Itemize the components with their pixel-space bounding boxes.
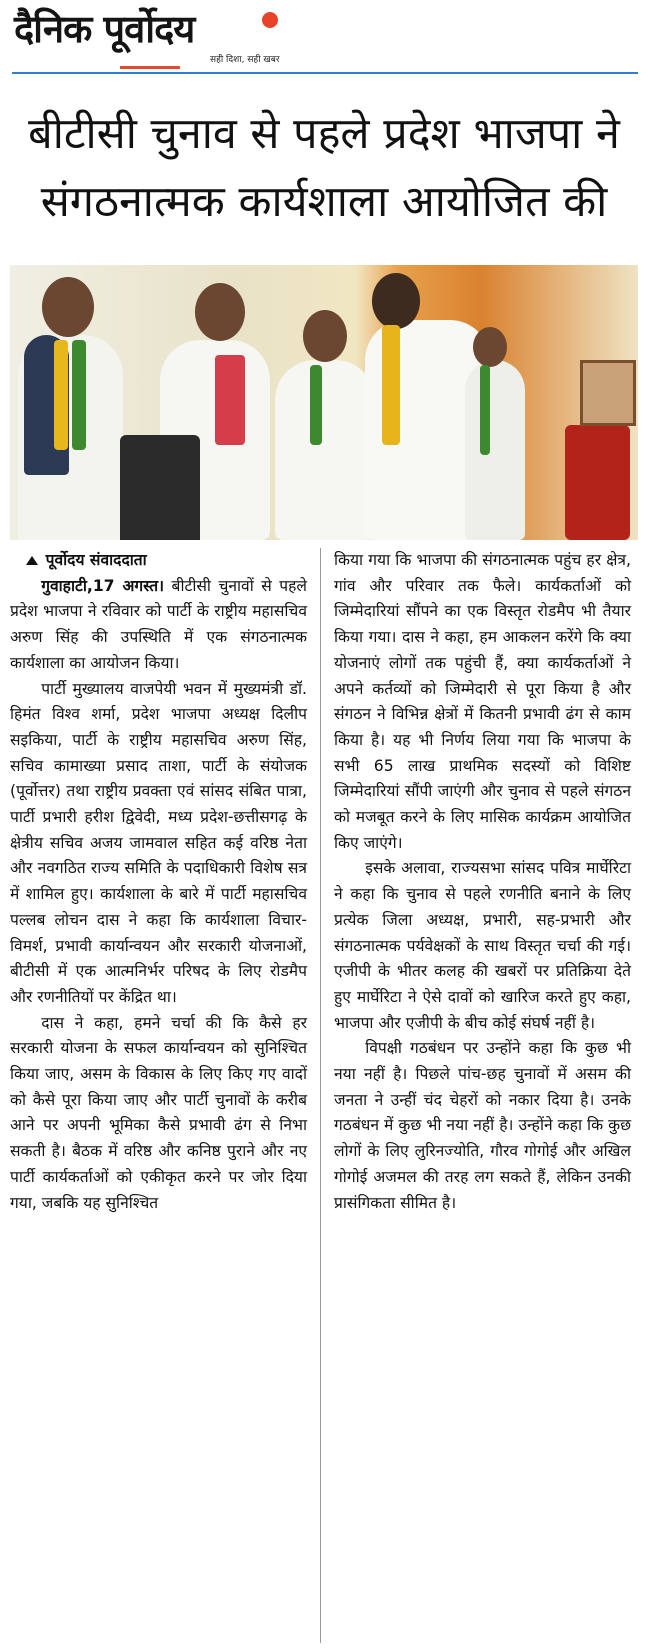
lead-text: बीटीसी चुनावों से पहले प्रदेश भाजपा ने रविवार को पार्टी के राष्ट्रीय महासचिव अरुण सिंह की उपस्थिति में एक संगठनात्मक कार्यशाला का आयोजन किया। [10,576,307,672]
headline-line-1: बीटीसी चुनाव से पहले प्रदेश भाजपा ने [28,109,620,159]
masthead-rule [12,72,638,74]
newspaper-logo: दैनिक पूर्वोदय [14,7,195,51]
dateline: गुवाहाटी,17 अगस्त। [41,576,165,595]
article-column-right [334,548,631,1216]
byline [10,548,307,574]
column-divider [320,548,321,1643]
byline-text: पूर्वोदय संवाददाता [45,551,147,569]
paragraph-3: दास ने कहा, हमने चर्चा की कि कैसे हर सरकारी योजना के सफल कार्यान्वयन को सुनिश्चित किया जाए, असम के विकास के लिए किए गए वादों को कैसे पूरा किया जाए और पार्टी चुनावों के करीब आने पर अपनी भूमिका कैसे प्रभावी ढंग से निभा सकती है। बैठक में वरिष्ठ और कनिष्ठ पुराने और नए पार्टी कार्यकर्ताओं को एकीकृत करने पर जोर दिया गया, जबकि यह सुनिश्चित [10,1013,307,1212]
news-photo [10,265,638,540]
newspaper-tagline: सही दिशा, सही खबर [210,55,280,65]
paragraph-5: विपक्षी गठबंधन पर उन्होंने कहा कि कुछ भी नया नहीं है। पिछले पांच-छह चुनावों में असम की जनता ने उन्हीं चंद चेहरों को नकार दिया है। उनके गठबंधन में कुछ भी नया नहीं है। उन्होंने कहा कि कुछ लोगों के लिए लुरिनज्योति, गौरव गोगोई और अखिल गोगोई अजमल की तरह लग सकते हैं, लेकिन उनकी प्रासंगिकता सीमित है। [334,1039,631,1212]
masthead [0,0,648,78]
logo-dot-icon [262,12,278,28]
headline [0,100,648,236]
headline-line-2: संगठनात्मक कार्यशाला आयोजित की [40,177,608,227]
article-column-left [10,548,307,1216]
paragraph-2: पार्टी मुख्यालय वाजपेयी भवन में मुख्यमंत्री डॉ. हिमंत विश्व शर्मा, प्रदेश भाजपा अध्यक्ष दिलीप सइकिया, पार्टी के राष्ट्रीय महासचिव अरुण सिंह, सचिव कामाख्या प्रसाद ताशा, पार्टी के संयोजक (पूर्वोत्तर) तथा राष्ट्रीय प्रवक्ता एवं सांसद संबित पात्रा, पार्टी प्रभारी हरीश द्विवेदी, मध्य प्रदेश-छत्तीसगढ़ के क्षेत्रीय सचिव अजय जामवाल सहित कई वरिष्ठ नेता और नवगठित राज्य समिति के पदाधिकारी विशेष सत्र में शामिल हुए। कार्यशाला के बारे में पार्टी महासचिव पल्लब लोचन दास ने कहा कि कार्यशाला विचार-विमर्श, प्रभावी कार्यान्वयन और सरकारी योजनाओं, बीटीसी में एक आत्मनिर्भर परिषद के लिए रोडमैप और रणनीतियों पर केंद्रित था। [10,679,307,1006]
masthead-accent-bar [120,66,180,69]
paragraph-3-continued: किया गया कि भाजपा की संगठनात्मक पहुंच हर क्षेत्र, गांव और परिवार तक फैले। कार्यकर्ताओं को जिम्मेदारियां सौंपने का एक विस्तृत रोडमैप भी तैयार किया गया। दास ने कहा, हम आकलन करेंगे कि क्या योजनाएं लोगों तक पहुंची हैं, क्या कार्यकर्ताओं ने अपने कर्तव्यों को जिम्मेदारी से पूरा किया है और संगठन ने विभिन्न क्षेत्रों में कितनी प्रभावी ढंग से काम किया है। यह भी निर्णय लिया गया कि भाजपा के सभी 65 लाख प्राथमिक सदस्यों को विशिष्ट जिम्मेदारियां सौंपी जाएंगी और चुनाव से पहले संगठन को मजबूत करने के लिए मासिक कार्यक्रम आयोजित किए जाएंगे। [334,551,631,852]
paragraph-4: इसके अलावा, राज्यसभा सांसद पवित्र मार्घेरिटा ने कहा कि चुनाव से पहले रणनीति बनाने के लिए प्रत्येक जिला अध्यक्ष, प्रभारी, सह-प्रभारी और संगठनात्मक पर्यवेक्षकों के साथ विस्तृत चर्चा की गई। एजीपी के भीतर कलह की खबरों पर प्रतिक्रिया देते हुए मार्घेरिटा ने ऐसे दावों को खारिज करते हुए कहा, भाजपा और एजीपी के बीच कोई संघर्ष नहीं है। [334,859,631,1032]
triangle-icon [26,556,38,565]
lead-paragraph [10,574,307,677]
